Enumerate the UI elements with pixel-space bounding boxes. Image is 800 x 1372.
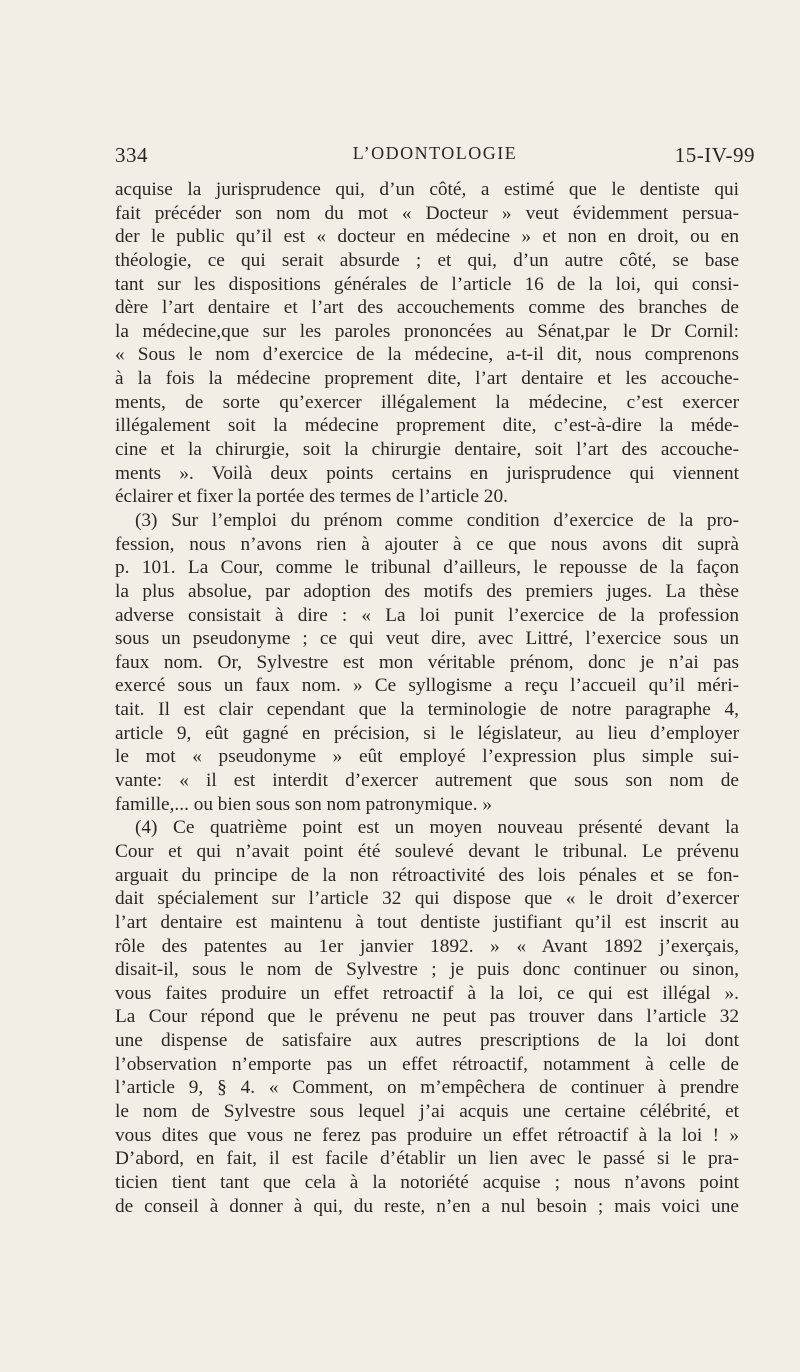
text-line: illégalement soit la médecine proprement dite, c’est-à-dire la méde- (115, 415, 739, 437)
text-line: la plus absolue, par adoption des motifs des premiers juges. La thèse (115, 580, 739, 602)
text-line: le nom de Sylvestre sous lequel j’ai acquis une certaine célébrité, et (115, 1100, 739, 1122)
text-line: à la fois la médecine proprement dite, l’art dentaire et les accouche- (115, 368, 739, 390)
text-line: ments, de sorte qu’exercer illégalement la médecine, c’est exercer (115, 391, 739, 413)
text-line: disait-il, sous le nom de Sylvestre ; je puis donc continuer ou sinon, (115, 959, 739, 981)
text-line: (3) Sur l’emploi du prénom comme condition d’exercice de la pro- (135, 509, 739, 531)
text-line: vante: « il est interdit d’exercer autrement que sous son nom de (115, 770, 739, 792)
text-line: la médecine,que sur les paroles prononcées au Sénat,par le Dr Cornil: (115, 320, 739, 342)
text-line: adverse consistait à dire : « La loi punit l’exercice de la profession (115, 604, 739, 626)
text-line: de conseil à donner à qui, du reste, n’en a nul besoin ; mais voici une (115, 1195, 739, 1217)
text-line: le mot « pseudonyme » eût employé l’expression plus simple sui- (115, 746, 739, 768)
text-line: théologie, ce qui serait absurde ; et qui, d’un autre côté, se base (115, 249, 739, 271)
body-text (115, 178, 739, 1218)
text-line: l’observation n’emporte pas un effet rétroactif, notamment à celle de (115, 1053, 739, 1075)
text-line: vous dites que vous ne ferez pas produire un effet rétroactif à la loi ! » (115, 1124, 739, 1146)
text-line: tant sur les dispositions générales de l’article 16 de la loi, qui consi- (115, 273, 739, 295)
text-line: fession, nous n’avons rien à ajouter à ce que nous avons dit suprà (115, 533, 739, 555)
text-line: « Sous le nom d’exercice de la médecine, a-t-il dit, nous comprenons (115, 344, 739, 366)
text-line: l’article 9, § 4. « Comment, on m’empêchera de continuer à prendre (115, 1077, 739, 1099)
page-number: 334 (115, 143, 148, 167)
text-line: ticien tient tant que cela à la notoriété acquise ; nous n’avons point (115, 1171, 739, 1193)
text-line: Cour et qui n’avait point été soulevé devant le tribunal. Le prévenu (115, 840, 739, 862)
text-line: arguait du principe de la non rétroactivité des lois pénales et se fon- (115, 864, 739, 886)
text-line: cine et la chirurgie, soit la chirurgie dentaire, soit l’art des accouche- (115, 439, 739, 461)
text-line: dère l’art dentaire et l’art des accouchements comme des branches de (115, 297, 739, 319)
text-line: La Cour répond que le prévenu ne peut pas trouver dans l’article 32 (115, 1006, 739, 1028)
text-line: article 9, eût gagné en précision, si le législateur, au lieu d’employer (115, 722, 739, 744)
running-title: L’ODONTOLOGIE (352, 143, 518, 163)
text-line: ments ». Voilà deux points certains en jurisprudence qui viennent (115, 462, 739, 484)
text-line: fait précéder son nom du mot « Docteur » veut évidemment persua- (115, 202, 739, 224)
text-line: sous un pseudonyme ; ce qui veut dire, avec Littré, l’exercice sous un (115, 628, 739, 650)
text-line: der le public qu’il est « docteur en médecine » et non en droit, ou en (115, 226, 739, 248)
text-line: vous faites produire un effet retroactif à la loi, ce qui est illégal ». (115, 982, 739, 1004)
text-line: dait spécialement sur l’article 32 qui dispose que « le droit d’exercer (115, 888, 739, 910)
text-line: (4) Ce quatrième point est un moyen nouveau présenté devant la (135, 817, 739, 839)
text-line: faux nom. Or, Sylvestre est mon véritable prénom, donc je n’ai pas (115, 651, 739, 673)
text-line: rôle des patentes au 1er janvier 1892. » « Avant 1892 j’exerçais, (115, 935, 739, 957)
text-line: éclairer et fixer la portée des termes de l’article 20. (115, 486, 508, 508)
text-line: une dispense de satisfaire aux autres prescriptions de la loi dont (115, 1030, 739, 1052)
text-line: tait. Il est clair cependant que la terminologie de notre paragraphe 4, (115, 699, 739, 721)
text-line: l’art dentaire est maintenu à tout dentiste justifiant qu’il est inscrit au (115, 911, 739, 933)
issue-date: 15-IV-99 (674, 143, 755, 167)
text-line: D’abord, en fait, il est facile d’établir un lien avec le passé si le pra- (115, 1148, 739, 1170)
text-line: p. 101. La Cour, comme le tribunal d’ailleurs, le repousse de la façon (115, 557, 739, 579)
text-line: exercé sous un faux nom. » Ce syllogisme a reçu l’accueil qu’il méri- (115, 675, 739, 697)
running-header (115, 143, 755, 173)
text-line: famille,... ou bien sous son nom patronymique. » (115, 793, 493, 815)
text-line: acquise la jurisprudence qui, d’un côté, a estimé que le dentiste qui (115, 179, 739, 200)
